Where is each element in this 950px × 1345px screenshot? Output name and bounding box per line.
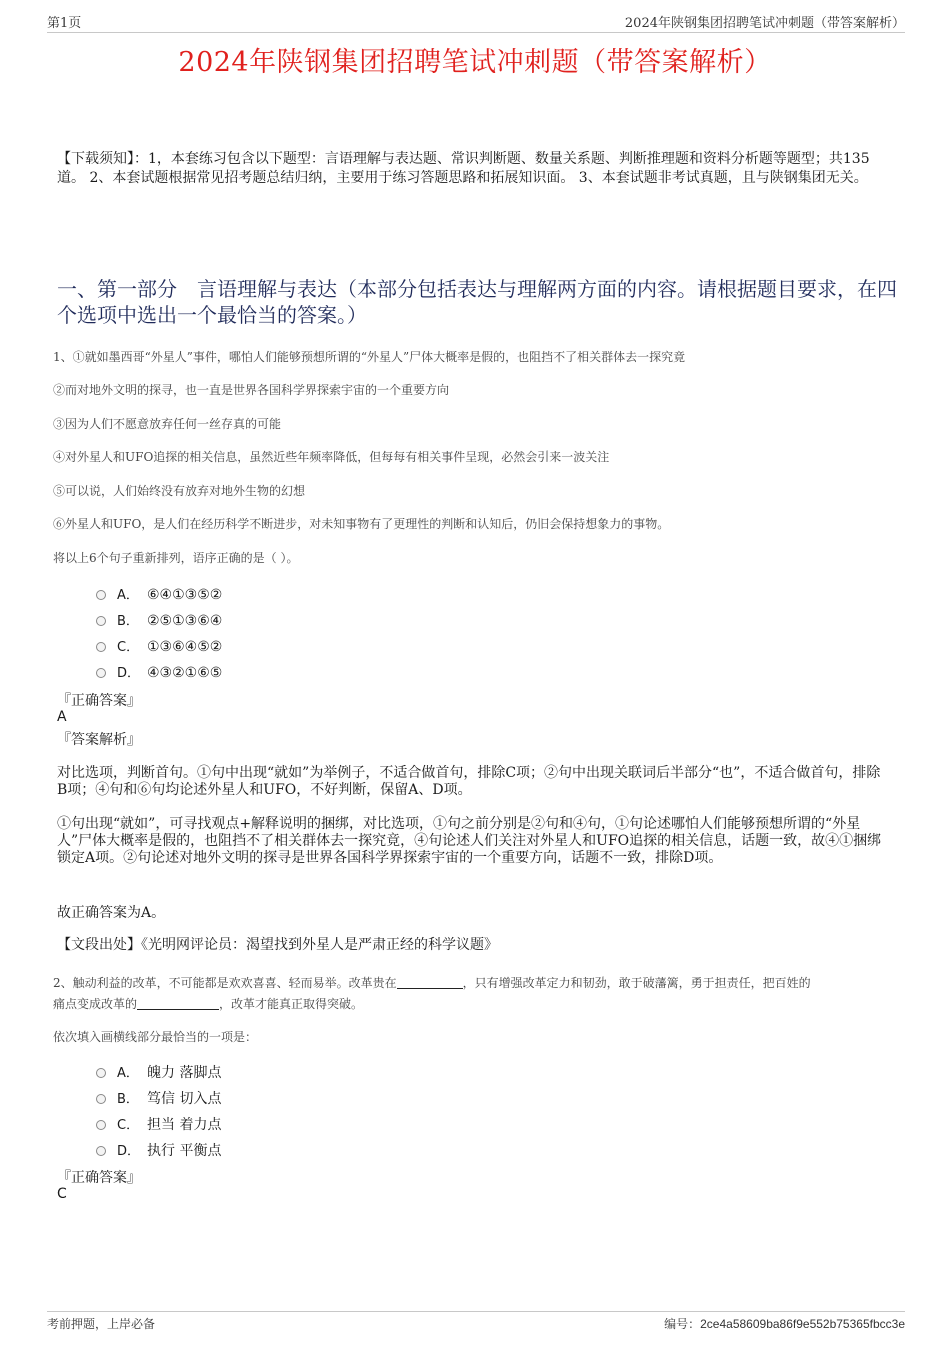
q1-sentence-6: ⑥外星人和UFO，是人们在经历科学不断进步，对未知事物有了更理性的判断和认知后，仍旧会保持想象力的事物。 xyxy=(53,517,670,531)
q2-blank-1 xyxy=(397,976,463,989)
q2-option-c[interactable] xyxy=(96,1114,221,1134)
footer-tagline: 考前押题，上岸必备 xyxy=(47,1317,156,1331)
q1-sentence-1: 1、①就如墨西哥“外星人”事件，哪怕人们能够预想所谓的“外星人”尸体大概率是假的，也阻挡不了相关群体去一探究竟 xyxy=(53,350,686,364)
option-letter: D． xyxy=(117,1144,141,1159)
q1-answer-heading: 『正确答案』 xyxy=(57,693,141,709)
q1-sentence-5: ⑤可以说，人们始终没有放弃对地外生物的幻想 xyxy=(53,484,306,498)
option-text: 担当 着力点 xyxy=(147,1117,222,1133)
q2-option-b[interactable] xyxy=(96,1088,221,1108)
option-letter: B． xyxy=(117,614,139,629)
q2-stem-line-1 xyxy=(53,973,811,994)
q2-stem-part-b: ，只有增强改革定力和韧劲，敢于破藩篱，勇于担责任，把百姓的 xyxy=(462,976,811,990)
q1-conclusion: 故正确答案为A。 xyxy=(57,905,166,921)
q1-option-c[interactable] xyxy=(96,636,222,655)
q1-source: 【文段出处】《光明网评论员：渴望找到外星人是严肃正经的科学议题》 xyxy=(57,937,498,953)
option-text: ①③⑥④⑤② xyxy=(147,639,223,655)
section-heading: 一、第一部分 言语理解与表达（本部分包括表达与理解两方面的内容。请根据题目要求，在四个选项中选出一个最恰当的答案。） xyxy=(57,277,897,327)
option-letter: C． xyxy=(117,1118,140,1133)
page-number: 第1页 xyxy=(47,16,82,31)
radio-icon[interactable] xyxy=(96,590,106,600)
q1-prompt: 将以上6个句子重新排列，语序正确的是（ ）。 xyxy=(53,551,299,565)
q2-blank-2 xyxy=(137,997,219,1010)
q2-option-a[interactable] xyxy=(96,1062,221,1082)
q2-option-d[interactable] xyxy=(96,1140,221,1160)
q2-stem xyxy=(53,973,811,1015)
option-text: ②⑤①③⑥④ xyxy=(147,613,223,629)
download-notice: 【下载须知】：1，本套练习包含以下题型：言语理解与表达题、常识判断题、数量关系题、判断推理题和资料分析题等题型；共135道。 2、本套试题根据常见招考题总结归纳，主要用于练习答题思路和拓展知识面。 3、本套试题非考试真题，且与陕钢集团无关。 xyxy=(57,151,870,186)
q1-analysis-paragraph-1: 对比选项，判断首句。①句中出现“就如”为举例子，不适合做首句，排除C项；②句中出现关联词后半部分“也”，不适合做首句，排除B项；④句和⑥句均论述外星人和UFO，不好判断，保留A、D项。 xyxy=(57,765,881,798)
radio-icon[interactable] xyxy=(96,616,106,626)
header-divider xyxy=(47,32,905,33)
radio-icon[interactable] xyxy=(96,642,106,652)
radio-icon[interactable] xyxy=(96,1094,106,1104)
radio-icon[interactable] xyxy=(96,1146,106,1156)
option-letter: A． xyxy=(117,588,139,603)
q1-sentence-4: ④对外星人和UFO追探的相关信息，虽然近些年频率降低，但每每有相关事件呈现，必然会引来一波关注 xyxy=(53,450,610,464)
q1-sentence-2: ②而对地外文明的探寻，也一直是世界各国科学界探索宇宙的一个重要方向 xyxy=(53,383,450,397)
q1-option-d[interactable] xyxy=(96,662,222,681)
radio-icon[interactable] xyxy=(96,668,106,678)
q2-stem-part-c: 痛点变成改革的 xyxy=(53,997,138,1011)
q2-answer-heading: 『正确答案』 xyxy=(57,1170,141,1186)
footer-code-label: 编号： xyxy=(664,1317,701,1331)
option-text: 魄力 落脚点 xyxy=(147,1065,222,1081)
option-text: ⑥④①③⑤② xyxy=(147,587,223,603)
radio-icon[interactable] xyxy=(96,1068,106,1078)
q1-analysis-paragraph-2: ①句出现“就如”，可寻找观点+解释说明的捆绑，对比选项，①句之前分别是②句和④句，①句论述哪怕人们能够预想所谓的“外星人”尸体大概率是假的，也阻挡不了相关群体去一探究竟，④句论述人们关注对外星人和UFO追探的相关信息，话题一致，故④①捆绑锁定A项。②句论述对地外文明的探寻是世界各国科学界探索宇宙的一个重要方向，话题不一致，排除D项。 xyxy=(57,816,882,866)
radio-icon[interactable] xyxy=(96,1120,106,1130)
footer-code-value: 2ce4a58609ba86f9e552b75365fbcc3e xyxy=(700,1317,905,1331)
q1-analysis-heading: 『答案解析』 xyxy=(57,732,141,748)
option-letter: A． xyxy=(117,1066,139,1081)
q1-sentence-3: ③因为人们不愿意放弃任何一丝存真的可能 xyxy=(53,417,282,431)
q1-option-a[interactable] xyxy=(96,584,222,603)
option-text: 执行 平衡点 xyxy=(147,1143,222,1159)
option-letter: C． xyxy=(117,640,140,655)
q2-prompt: 依次填入画横线部分最恰当的一项是： xyxy=(53,1030,258,1044)
option-text: ④③②①⑥⑤ xyxy=(147,665,223,681)
option-text: 笃信 切入点 xyxy=(147,1091,222,1107)
option-letter: B． xyxy=(117,1092,139,1107)
q2-answer-value: C xyxy=(57,1186,67,1202)
footer-divider xyxy=(47,1311,905,1312)
footer-code xyxy=(664,1315,905,1332)
running-header-title: 2024年陕钢集团招聘笔试冲刺题（带答案解析） xyxy=(624,16,905,31)
q1-option-b[interactable] xyxy=(96,610,222,629)
q2-stem-part-a: 2、触动利益的改革，不可能都是欢欢喜喜、轻而易举。改革贵在 xyxy=(53,976,397,990)
option-letter: D． xyxy=(117,666,141,681)
q2-stem-part-d: ，改革才能真正取得突破。 xyxy=(219,997,364,1011)
document-title: 2024年陕钢集团招聘笔试冲刺题（带答案解析） xyxy=(178,47,772,78)
q1-answer-value: A xyxy=(57,709,67,725)
q2-stem-line-2 xyxy=(53,994,811,1015)
